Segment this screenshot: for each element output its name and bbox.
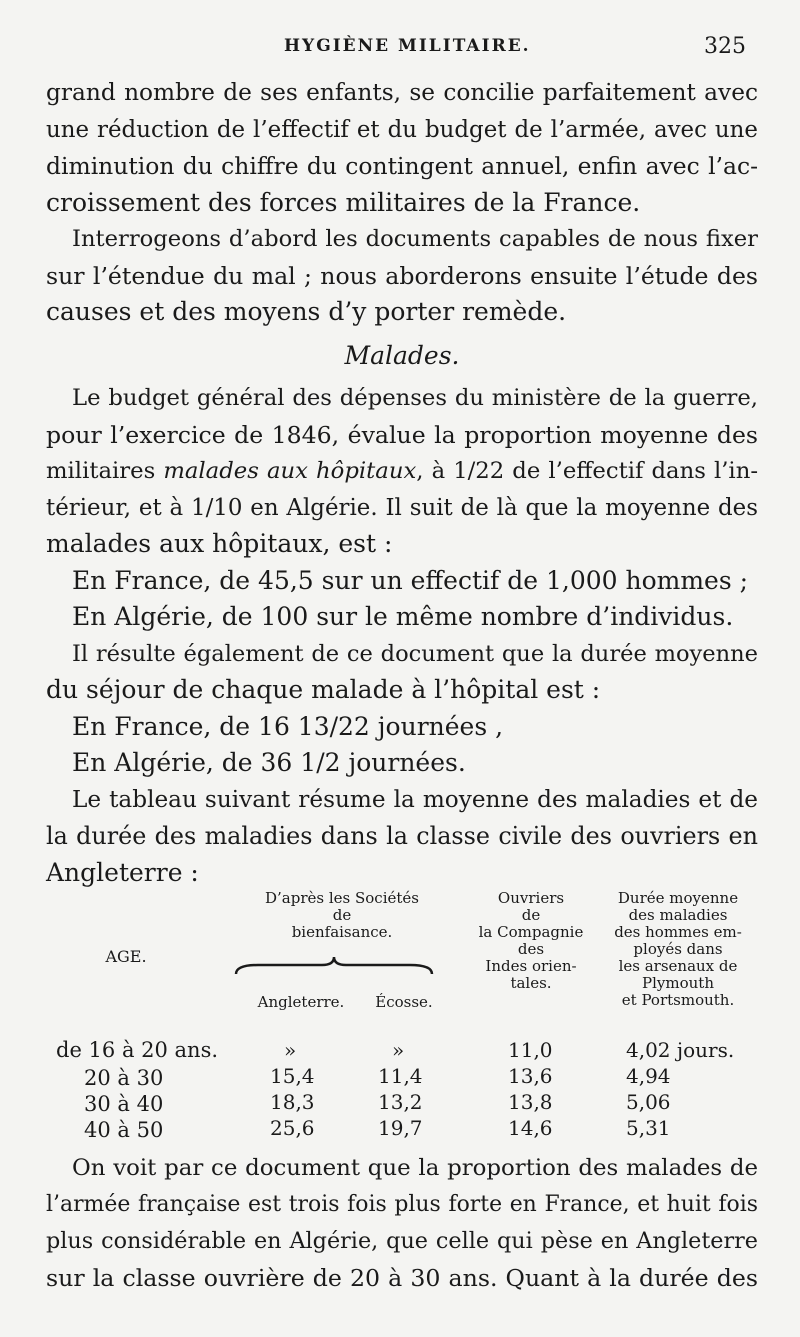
section-title-text: Malades. (344, 341, 460, 370)
text-run: , à 1/22 de l’effectif dans l’in- (416, 458, 758, 484)
table-subheader-scotland: Écosse. (375, 993, 433, 1011)
text-line: Interrogeons d’abord les documents capables de nous fixer (72, 226, 758, 252)
running-title: HYGIÈNE MILITAIRE. (284, 36, 531, 56)
table-header-age: AGE. (105, 947, 147, 966)
paragraph-intro (46, 75, 758, 331)
text-line: En Algérie, de 36 1/2 journées. (72, 748, 466, 777)
running-header (46, 36, 746, 66)
table-cell-company: 13,6 (508, 1064, 553, 1088)
table-cell-england: 18,3 (270, 1090, 315, 1114)
table-cell-age: de 16 à 20 ans. (56, 1038, 219, 1062)
table-cell-scotland: 19,7 (378, 1116, 423, 1140)
text-line: térieur, et à 1/10 en Algérie. Il suit de là que la moyenne des (46, 494, 758, 521)
table-cell-duration: 4,94 (626, 1064, 671, 1088)
brace-icon (234, 956, 434, 978)
table-cell-scotland: 13,2 (378, 1090, 423, 1114)
table-header-duration: Durée moyenne des maladies des hommes em- ployés dans les arsenaux de Plymouth et Portsmouth. (614, 889, 742, 1009)
table-cell-duration: 4,02 jours. (626, 1038, 735, 1062)
text-line: l’armée française est trois fois plus forte en France, et huit fois (46, 1191, 758, 1217)
sickness-table (46, 884, 758, 1154)
text-line: Angleterre : (46, 857, 199, 887)
text-line: En France, de 16 13/22 journées , (72, 711, 504, 741)
text-line: une réduction de l’effectif et du budget de l’armée, avec une (46, 116, 758, 143)
page-number: 325 (704, 34, 746, 59)
text-run: militaires (46, 458, 164, 484)
text-line: pour l’exercice de 1846, évalue la proportion moyenne des (46, 420, 758, 449)
text-line: En Algérie, de 100 sur le même nombre d’individus. (72, 602, 734, 631)
text-line-mixed (46, 453, 758, 490)
text-line: malades aux hôpitaux, est : (46, 529, 393, 558)
table-cell-scotland: 11,4 (378, 1064, 423, 1088)
text-line: Il résulte également de ce document que la durée moyenne (72, 640, 758, 667)
text-line: Le tableau suivant résume la moyenne des maladies et de (72, 785, 758, 813)
table-cell-scotland: » (392, 1038, 405, 1062)
text-line: sur l’étendue du mal ; nous aborderons ensuite l’étude des (46, 261, 758, 290)
section-title (46, 338, 758, 375)
text-line: grand nombre de ses enfants, se concilie parfaitement avec (46, 79, 758, 106)
table-header-company: Ouvriers de la Compagnie des Indes orien- tales. (478, 889, 584, 992)
paragraph-conclusion (46, 1150, 758, 1296)
table-subheader-england: Angleterre. (257, 993, 345, 1011)
text-line: diminution du chiffre du contingent annuel, enfin avec l’ac- (46, 152, 758, 180)
text-line: du séjour de chaque malade à l’hôpital est : (46, 675, 601, 704)
table-cell-company: 13,8 (508, 1090, 553, 1114)
table-cell-age: 40 à 50 (84, 1118, 164, 1142)
table-cell-age: 30 à 40 (84, 1092, 164, 1116)
table-cell-england: 25,6 (270, 1116, 315, 1140)
text-line: sur la classe ouvrière de 20 à 30 ans. Quant à la durée des (46, 1263, 758, 1292)
table-cell-duration: 5,06 (626, 1090, 671, 1114)
text-line: causes et des moyens d’y porter remède. (46, 297, 567, 326)
table-cell-duration: 5,31 (626, 1116, 671, 1140)
table-cell-england: 15,4 (270, 1064, 315, 1088)
table-cell-age: 20 à 30 (84, 1066, 164, 1090)
table-header-societies: D’après les Sociétés de bienfaisance. (265, 889, 419, 941)
text-line: croissement des forces militaires de la France. (46, 187, 641, 217)
text-line: Le budget général des dépenses du ministère de la guerre, (72, 385, 758, 411)
italic-run: malades aux hôpitaux (163, 458, 417, 484)
text-line: On voit par ce document que la proportion des malades de (72, 1155, 758, 1181)
table-cell-company: 11,0 (508, 1038, 553, 1062)
text-line: En France, de 45,5 sur un effectif de 1,000 hommes ; (72, 565, 749, 595)
paragraph-malades (46, 380, 758, 891)
table-cell-england: » (284, 1038, 297, 1062)
text-line: plus considérable en Algérie, que celle qui pèse en Angleterre (46, 1228, 758, 1254)
text-line: la durée des maladies dans la classe civile des ouvriers en (46, 822, 758, 850)
table-cell-company: 14,6 (508, 1116, 553, 1140)
